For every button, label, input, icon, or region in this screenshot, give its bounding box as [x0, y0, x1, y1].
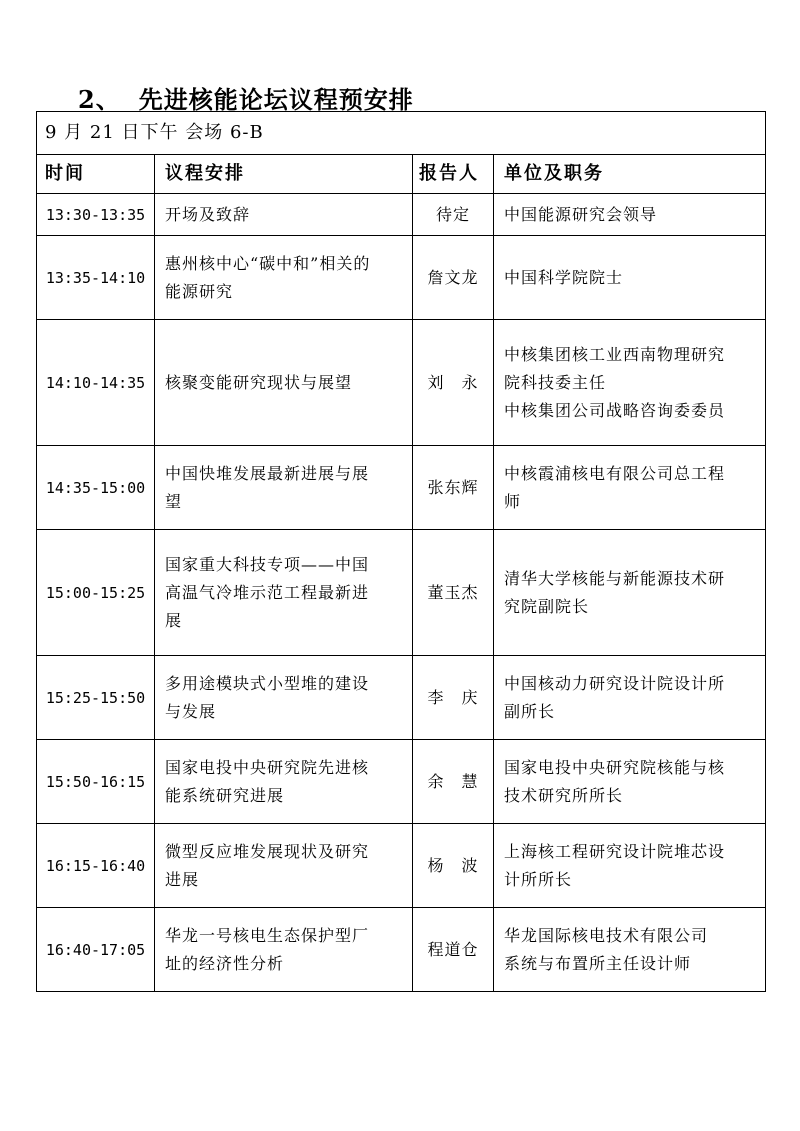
org-line: 中国核动力研究设计院设计所 — [504, 673, 726, 693]
org-line: 华龙国际核电技术有限公司 — [504, 925, 709, 945]
table-row — [37, 194, 766, 236]
topic-line: 国家电投中央研究院先进核 — [165, 757, 370, 777]
section-title: 先进核能论坛议程预安排 — [138, 85, 414, 114]
org-cell — [494, 446, 766, 530]
column-header-topic: 议程安排 — [155, 155, 413, 194]
page-title — [78, 80, 414, 115]
table-row — [37, 740, 766, 824]
topic-line: 高温气冷堆示范工程最新进 — [165, 582, 370, 602]
speaker-cell: 程道仓 — [413, 908, 494, 992]
speaker-cell: 待定 — [413, 194, 494, 236]
org-line: 国家电投中央研究院核能与核 — [504, 757, 726, 777]
session-row — [37, 112, 766, 155]
time-cell: 15:25-15:50 — [37, 656, 155, 740]
topic-cell — [155, 824, 413, 908]
org-line: 究院副院长 — [504, 596, 590, 616]
org-line: 上海核工程研究设计院堆芯设 — [504, 841, 726, 861]
table-row — [37, 236, 766, 320]
org-line: 中核霞浦核电有限公司总工程 — [504, 463, 726, 483]
topic-line: 展 — [165, 610, 183, 630]
column-header-time: 时间 — [37, 155, 155, 194]
org-cell — [494, 740, 766, 824]
topic-line: 能源研究 — [165, 281, 234, 301]
org-cell — [494, 824, 766, 908]
time-cell: 14:35-15:00 — [37, 446, 155, 530]
column-header-org: 单位及职务 — [494, 155, 766, 194]
topic-line: 核聚变能研究现状与展望 — [165, 372, 353, 392]
speaker-cell: 余 慧 — [413, 740, 494, 824]
topic-line: 中国快堆发展最新进展与展 — [165, 463, 370, 483]
topic-cell — [155, 530, 413, 656]
section-number: 2、 — [78, 85, 121, 114]
speaker-cell: 詹文龙 — [413, 236, 494, 320]
org-cell — [494, 908, 766, 992]
org-cell — [494, 530, 766, 656]
topic-line: 多用途模块式小型堆的建设 — [165, 673, 370, 693]
topic-line: 能系统研究进展 — [165, 785, 285, 805]
topic-line: 国家重大科技专项——中国 — [165, 554, 370, 574]
topic-line: 开场及致辞 — [165, 204, 251, 224]
time-cell: 14:10-14:35 — [37, 320, 155, 446]
topic-line: 微型反应堆发展现状及研究 — [165, 841, 370, 861]
topic-cell — [155, 194, 413, 236]
topic-cell — [155, 656, 413, 740]
org-line: 师 — [504, 491, 522, 511]
org-cell — [494, 656, 766, 740]
org-line: 系统与布置所主任设计师 — [504, 953, 692, 973]
topic-cell — [155, 908, 413, 992]
topic-cell — [155, 446, 413, 530]
agenda-table — [36, 111, 766, 992]
table-row — [37, 824, 766, 908]
time-cell: 16:15-16:40 — [37, 824, 155, 908]
topic-line: 望 — [165, 491, 183, 511]
table-row — [37, 908, 766, 992]
org-line: 副所长 — [504, 701, 556, 721]
topic-cell — [155, 740, 413, 824]
speaker-cell: 刘 永 — [413, 320, 494, 446]
session-label: 9 月 21 日下午 会场 6-B — [37, 112, 766, 155]
topic-line: 惠州核中心“碳中和”相关的 — [165, 253, 371, 273]
org-line: 中国科学院院士 — [504, 267, 624, 287]
table-row — [37, 656, 766, 740]
topic-line: 进展 — [165, 869, 200, 889]
table-header-row — [37, 155, 766, 194]
org-cell — [494, 320, 766, 446]
org-cell — [494, 194, 766, 236]
speaker-cell: 李 庆 — [413, 656, 494, 740]
org-line: 计所所长 — [504, 869, 573, 889]
org-line: 中核集团核工业西南物理研究 — [504, 344, 726, 364]
topic-line: 与发展 — [165, 701, 217, 721]
topic-line: 华龙一号核电生态保护型厂 — [165, 925, 370, 945]
speaker-cell: 张东辉 — [413, 446, 494, 530]
speaker-cell: 董玉杰 — [413, 530, 494, 656]
time-cell: 13:35-14:10 — [37, 236, 155, 320]
org-cell — [494, 236, 766, 320]
time-cell: 13:30-13:35 — [37, 194, 155, 236]
org-line: 中核集团公司战略咨询委委员 — [504, 400, 726, 420]
time-cell: 16:40-17:05 — [37, 908, 155, 992]
topic-cell — [155, 236, 413, 320]
org-line: 中国能源研究会领导 — [504, 204, 658, 224]
table-row — [37, 530, 766, 656]
topic-cell — [155, 320, 413, 446]
table-row — [37, 446, 766, 530]
topic-line: 址的经济性分析 — [165, 953, 285, 973]
org-line: 院科技委主任 — [504, 372, 607, 392]
org-line: 清华大学核能与新能源技术研 — [504, 568, 726, 588]
time-cell: 15:00-15:25 — [37, 530, 155, 656]
org-line: 技术研究所所长 — [504, 785, 624, 805]
time-cell: 15:50-16:15 — [37, 740, 155, 824]
column-header-speaker: 报告人 — [413, 155, 494, 194]
speaker-cell: 杨 波 — [413, 824, 494, 908]
table-row — [37, 320, 766, 446]
